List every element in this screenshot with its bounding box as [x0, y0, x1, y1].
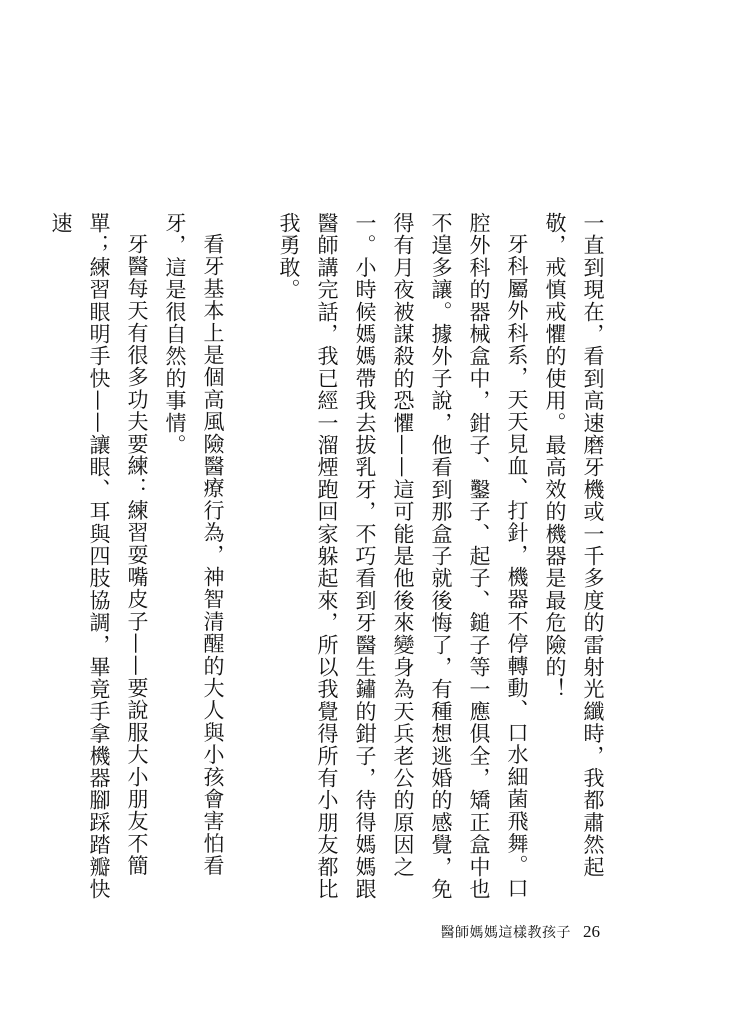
paragraph-1: 一直到現在，看到高速磨牙機或一千多度的雷射光纖時，我都肅然起敬，戒慎戒懼的使用。最高效的機器是最危險的！: [543, 212, 605, 878]
paragraph-3: 看牙基本上是個高風險醫療行為，神智清醒的大人與小孩會害怕看牙，這是很自然的事情。: [163, 212, 225, 877]
page-number: 26: [583, 922, 600, 941]
running-title: 醫師媽媽這樣教孩子: [440, 925, 571, 941]
paragraph-4: 牙醫每天有很多功夫要練：練習耍嘴皮子——要說服大小朋友不簡單；練習眼明手快——讓眼、耳與四肢協調，畢竟手拿機器腳踩踏瓣快速: [49, 212, 149, 901]
vertical-body-text: [49, 212, 612, 902]
page-footer: [441, 922, 601, 943]
paragraph-2: 牙科屬外科系，天天見血、打針，機器不停轉動、口水細菌飛舞。口腔外科的器械盒中，鉗子、鑿子、起子、鎚子等一應俱全，矯正盒中也不遑多讓。據外子說，他看到那盒子就後悔了，有種想逃婚的感覺，免得有月夜被謀殺的恐懼——這可能是他後來變身為天兵老公的原因之一。小時候媽媽帶我去拔乳牙，不巧看到牙醫生鏽的鉗子，待得媽媽跟醫師講完話，我已經一溜煙跑回家躲起來，所以我覺得所有小朋友都比我勇敢。: [277, 212, 529, 901]
